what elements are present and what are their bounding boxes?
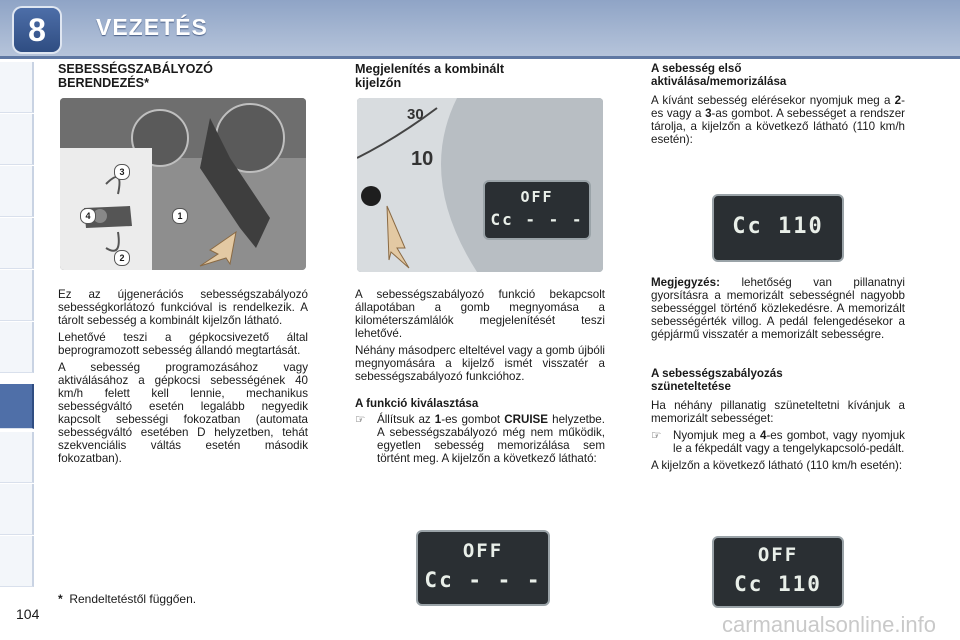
- paragraph: Lehetővé teszi a gépkocsivezető által beprogramozott sebesség állandó megtartását.: [58, 331, 308, 357]
- gauge-label: 10: [411, 148, 434, 170]
- gauge-label: 30: [407, 106, 424, 123]
- column-1-text: [58, 288, 308, 469]
- paragraph: Ez az újgenerációs sebességszabályozó sebességkorlátozó funkcióval is rendelkezik. A tárolt sebesség a kombinált kijelzőn látható.: [58, 288, 308, 327]
- hand-pointer-icon: ☞: [355, 413, 366, 426]
- column-2: [355, 62, 605, 90]
- chapter-tabs: [0, 62, 36, 582]
- paragraph: A kijelzőn a következő látható (110 km/h esetén):: [651, 459, 903, 472]
- hand-pointer-icon: ☞: [651, 429, 662, 442]
- instrument-cluster-photo: [357, 98, 603, 272]
- cruise-control-stalk-photo: [60, 98, 306, 270]
- column-3: [651, 62, 905, 150]
- instruction-bullet: ☞ Nyomjuk meg a 4-es gombot, vagy nyomjuk le a fékpedált vagy a tengelykapcsoló-pedált.: [651, 429, 905, 455]
- chapter-title: VEZETÉS: [96, 14, 208, 40]
- header-divider: [0, 56, 960, 59]
- footnote: * Rendeltetéstől függően.: [58, 592, 197, 606]
- display-cc-110: Cc 110: [712, 194, 844, 262]
- callout-3: 3: [114, 164, 130, 180]
- instruction-bullet: ☞ Állítsuk az 1-es gombot CRUISE helyzetbe. A sebességszabályozó még nem működik, egyetlen sebesség memorizálása sem történt meg. A kijelzőn a következő látható:: [355, 413, 605, 465]
- chapter-tab[interactable]: [0, 432, 34, 483]
- chapter-tab[interactable]: [0, 484, 34, 535]
- subsection-title: A sebességszabályozás szüneteltetése: [651, 367, 783, 393]
- chapter-number: 8: [14, 8, 60, 52]
- column-1: [58, 62, 308, 90]
- column-3-note: [651, 276, 905, 476]
- paragraph: Néhány másodperc elteltével vagy a gomb újbóli megnyomására a kijelző ismét visszatér a sebességszabályozó funkcióhoz.: [355, 344, 605, 383]
- paragraph: Ha néhány pillanatig szüneteltetni kívánjuk a memorizált sebességet:: [651, 399, 905, 425]
- photo-cluster-display: OFF Cc - - -: [483, 180, 591, 240]
- chapter-tab[interactable]: [0, 322, 34, 373]
- callout-4: 4: [80, 208, 96, 224]
- page-number: 104: [16, 606, 40, 622]
- note: Megjegyzés: lehetőség van pillanatnyi gyorsításra a memorizált sebességnél nagyobb sebességgel történő közlekedésre. A memorizált sebességérték villog. A pedál felengedésekor a gépjármű visszatér a memorizált sebességre.: [651, 276, 905, 341]
- paragraph: A sebesség programozásához vagy aktiválásához a gépkocsi sebességének 40 km/h felett kell lennie, mechanikus sebességváltó esetén legalább negyedik kapcsolt sebességi fokozatban (automata sebességváltó esetében D helyzetben, tehát szekvenciális váltás esetén második fokozatban).: [58, 361, 308, 465]
- subsection-title: A funkció kiválasztása: [355, 397, 479, 410]
- section-title: SEBESSÉGSZABÁLYOZÓ BERENDEZÉS*: [58, 62, 213, 90]
- chapter-tab[interactable]: [0, 62, 34, 113]
- chapter-tab[interactable]: [0, 166, 34, 217]
- chapter-tab[interactable]: [0, 536, 34, 587]
- subsection-title: A sebesség első aktiválása/memorizálása: [651, 62, 787, 88]
- callout-1: 1: [172, 208, 188, 224]
- column-2-text: [355, 288, 605, 465]
- section-title: Megjelenítés a kombinált kijelzőn: [355, 62, 505, 90]
- chapter-tab[interactable]: [0, 218, 34, 269]
- chapter-tab-active[interactable]: [0, 384, 34, 429]
- paragraph: A kívánt sebesség elérésekor nyomjuk meg a 2-es vagy a 3-as gombot. A sebességet a rendszer tárolja, a kijelzőn a következő látható (110 km/h esetén):: [651, 94, 905, 146]
- chapter-tab[interactable]: [0, 270, 34, 321]
- callout-2: 2: [114, 250, 130, 266]
- watermark: carmanualsonline.info: [721, 612, 936, 637]
- paragraph: A sebességszabályozó funkció bekapcsolt állapotában a gomb megnyomása a kilométerszámlálók megjelenítését teszi lehetővé.: [355, 288, 605, 340]
- display-off-cc: OFF Cc - - -: [416, 530, 550, 606]
- stalk-illustration: [60, 98, 306, 270]
- display-off-cc-110: OFF Cc 110: [712, 536, 844, 608]
- chapter-tab[interactable]: [0, 114, 34, 165]
